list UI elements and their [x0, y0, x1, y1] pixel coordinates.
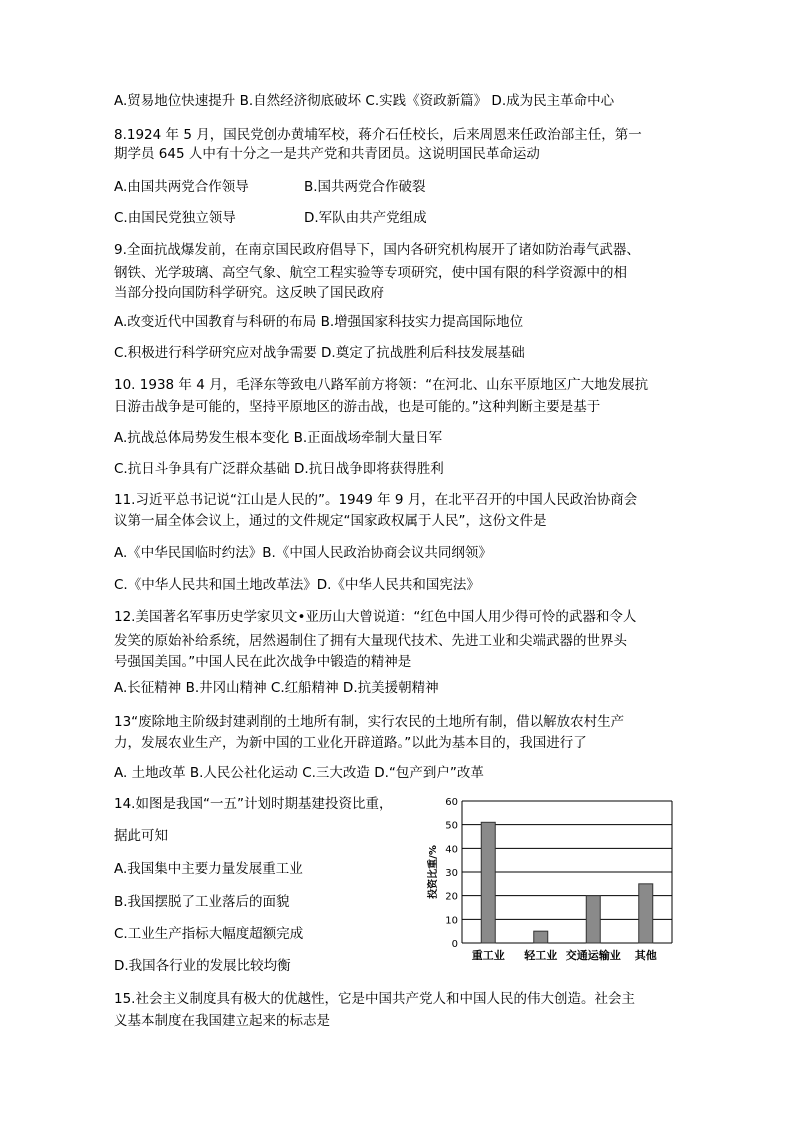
- y-tick-label: 20: [445, 891, 458, 903]
- q13-stem-line-2: 力，发展农业生产，为新中国的工业化开辟道路。”以此为基本目的，我国进行了: [114, 735, 587, 751]
- q10-stem-line-2: 日游击战争是可能的，坚持平原地区的游击战，也是可能的。”这种判断主要是基于: [114, 399, 601, 415]
- q11-options-row-1: A.《中华民国临时约法》B.《中国人民政治协商会议共同纲领》: [114, 545, 492, 561]
- q14-stem-line-1: 14.如图是我国“一五”计划时期基建投资比重，: [114, 796, 393, 812]
- q14-option-b: B.我国摆脱了工业落后的面貌: [114, 894, 290, 910]
- q8-option-a: A.由国共两党合作领导: [114, 179, 249, 195]
- bar-0: [481, 822, 495, 943]
- x-category-label: 其他: [634, 949, 657, 962]
- q11-stem-line-1: 11.习近平总书记说“江山是人民的”。1949 年 9 月，在北平召开的中国人民政治协商会: [114, 492, 638, 508]
- q9-stem-line-3: 当部分投向国防科学研究。这反映了国民政府: [114, 285, 384, 301]
- q14-stem-line-2: 据此可知: [114, 828, 168, 844]
- chart-x-labels: [472, 948, 657, 962]
- q9-options-row-2: C.积极进行科学研究应对战争需要 D.奠定了抗战胜利后科技发展基础: [114, 345, 525, 361]
- q12-options: A.长征精神 B.井冈山精神 C.红船精神 D.抗美援朝精神: [114, 680, 439, 696]
- x-category-label: 交通运输业: [565, 949, 621, 962]
- q8-option-c: C.由国民党独立领导: [114, 210, 236, 226]
- q10-options-row-1: A.抗战总体局势发生根本变化 B.正面战场牵制大量日军: [114, 430, 443, 446]
- q7-options: A.贸易地位快速提升 B.自然经济彻底破坏 C.实践《资政新篇》 D.成为民主革命中心: [114, 93, 615, 109]
- q14-option-a: A.我国集中主要力量发展重工业: [114, 861, 303, 877]
- chart-y-ticks: [445, 797, 458, 950]
- bar-2: [586, 896, 600, 943]
- y-tick-label: 50: [445, 820, 458, 832]
- q10-options-row-2: C.抗日斗争具有广泛群众基础 D.抗日战争即将获得胜利: [114, 461, 444, 477]
- y-tick-label: 10: [445, 915, 458, 927]
- x-category-label: 重工业: [471, 949, 505, 962]
- y-tick-label: 40: [445, 844, 458, 856]
- q8-option-b: B.国共两党合作破裂: [304, 179, 426, 195]
- q12-stem-line-1: 12.美国著名军事历史学家贝文•亚历山大曾说道：“红色中国人用少得可怜的武器和令人: [114, 609, 637, 625]
- q12-stem-line-3: 号强国美国。”中国人民在此次战争中锻造的精神是: [114, 654, 412, 670]
- q15-stem-line-1: 15.社会主义制度具有极大的优越性，它是中国共产党人和中国人民的伟大创造。社会主: [114, 991, 635, 1007]
- q8-options-row-2: [114, 209, 427, 227]
- q8-option-d: D.军队由共产党组成: [304, 210, 427, 226]
- q12-stem-line-2: 发笑的原始补给系统，居然遏制住了拥有大量现代技术、先进工业和尖端武器的世界头: [114, 633, 627, 649]
- investment-share-bar-chart: [410, 793, 680, 973]
- q13-stem-line-1: 13“废除地主阶级封建剥削的土地所有制，实行农民的土地所有制，借以解放农村生产: [114, 714, 625, 730]
- chart-y-axis-label: 投资比重/%: [428, 845, 439, 899]
- q8-options-row-1: [114, 178, 426, 196]
- y-tick-label: 0: [451, 939, 458, 950]
- q8-stem-line-2: 期学员 645 人中有十分之一是共产党和共青团员。这说明国民革命运动: [114, 146, 540, 162]
- bar-3: [639, 884, 653, 943]
- q9-stem-line-1: 9.全面抗战爆发前，在南京国民政府倡导下，国内各研究机构展开了诸如防治毒气武器、: [114, 242, 640, 258]
- q11-stem-line-2: 议第一届全体会议上，通过的文件规定“国家政权属于人民”，这份文件是: [114, 513, 547, 529]
- q13-options: A. 土地改革 B.人民公社化运动 C.三大改造 D.“包产到户”改革: [114, 765, 484, 781]
- x-category-label: 轻工业: [524, 949, 558, 962]
- y-tick-label: 30: [445, 868, 458, 879]
- q9-stem-line-2: 钢铁、光学玻璃、高空气象、航空工程实验等专项研究，使中国有限的科学资源中的相: [114, 265, 627, 281]
- y-tick-label: 60: [445, 797, 458, 808]
- q9-options-row-1: A.改变近代中国教育与科研的布局 B.增强国家科技实力提高国际地位: [114, 314, 524, 330]
- q14-option-d: D.我国各行业的发展比较均衡: [114, 958, 291, 974]
- q10-stem-line-1: 10. 1938 年 4 月，毛泽东等致电八路军前方将领：“在河北、山东平原地区广大地发展抗: [114, 377, 649, 393]
- q15-stem-line-2: 义基本制度在我国建立起来的标志是: [114, 1013, 330, 1029]
- chart-bars: [481, 822, 653, 943]
- q8-stem-line-1: 8.1924 年 5 月，国民党创办黄埔军校，蒋介石任校长，后来周恩来任政治部主任，第一: [114, 127, 642, 143]
- q11-options-row-2: C.《中华人民共和国土地改革法》D.《中华人民共和国宪法》: [114, 577, 480, 593]
- bar-1: [534, 931, 548, 943]
- q14-option-c: C.工业生产指标大幅度超额完成: [114, 926, 304, 942]
